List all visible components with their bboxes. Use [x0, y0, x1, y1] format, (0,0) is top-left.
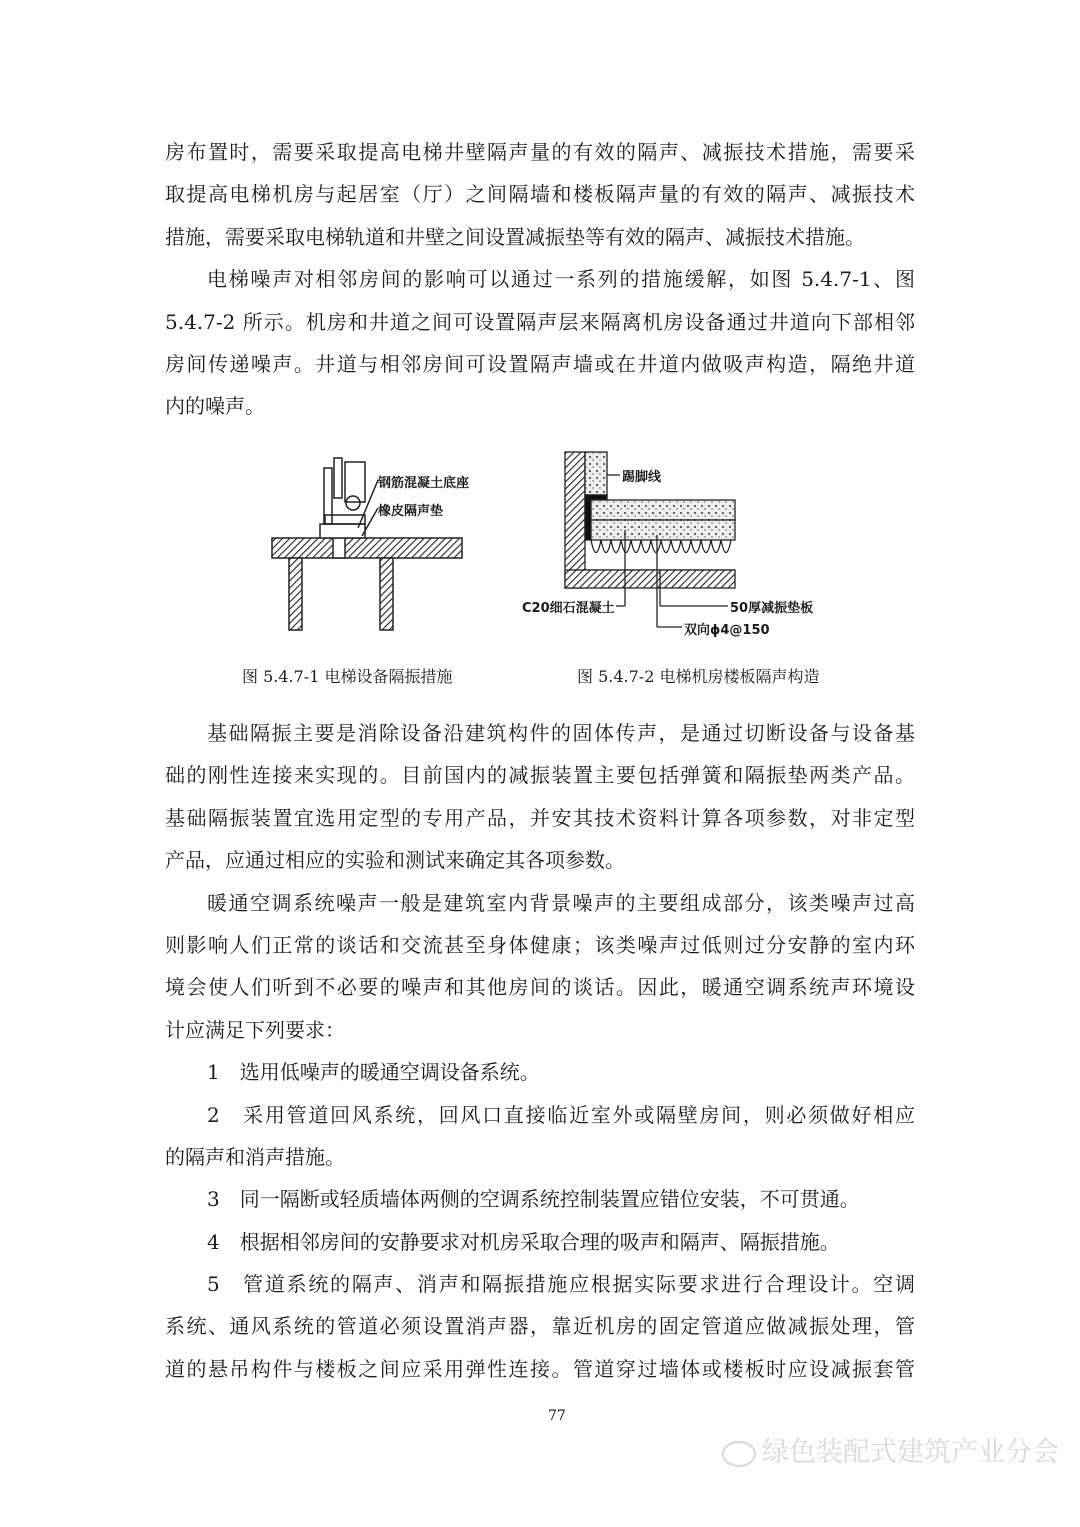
label-rc-base: 钢筋混凝土底座: [378, 476, 470, 491]
label-rubber-pad: 橡皮隔声垫: [378, 504, 444, 519]
text-line: 境会使人们听到不必要的噪声和其他房间的谈话。因此，暖通空调系统声环境设: [165, 975, 915, 1000]
text-line: 取提高电梯机房与起居室（厅）之间隔墙和楼板隔声量的有效的隔声、减振技术: [165, 182, 915, 207]
label-c20-concrete: C20细石混凝土: [522, 601, 615, 616]
label-damping-board: 50厚减振垫板: [730, 601, 814, 616]
text-line: 暖通空调系统噪声一般是建筑室内背景噪声的主要组成部分，该类噪声过高: [207, 890, 915, 915]
text-line: 道的悬吊构件与楼板之间应采用弹性连接。管道穿过墙体或楼板时应设减振套管: [165, 1356, 915, 1381]
watermark: [722, 1430, 1059, 1469]
text-line: 房间传递噪声。井道与相邻房间可设置隔声墙或在井道内做吸声构造，隔绝井道: [165, 351, 915, 376]
text-line: 措施，需要采取电梯轨道和井壁之间设置减振垫等有效的隔声、减振技术措施。: [165, 224, 865, 249]
text-line: 则影响人们正常的谈话和交流甚至身体健康；该类噪声过低则过分安静的室内环: [165, 932, 915, 957]
figure-elevator-vibration-isolation: [0, 0, 1080, 700]
figure-caption-1: 图 5.4.7-1 电梯设备隔振措施: [242, 667, 453, 686]
text-line: 基础隔振主要是消除设备沿建筑构件的固体传声，是通过切断设备与设备基: [207, 721, 915, 745]
list-item: 2 采用管道回风系统，回风口直接临近室外或隔壁房间，则必须做好相应: [207, 1102, 915, 1127]
list-item: 3 同一隔断或轻质墙体两侧的空调系统控制装置应错位安装，不可贯通。: [207, 1187, 860, 1212]
text-line: 产品，应通过相应的实验和测试来确定其各项参数。: [165, 848, 625, 873]
text-line: 础的刚性连接来实现的。目前国内的减振装置主要包括弹簧和隔振垫两类产品。: [165, 763, 915, 788]
wechat-icon: [722, 1441, 756, 1467]
text-line: 电梯噪声对相邻房间的影响可以通过一系列的措施缓解，如图 5.4.7-1、图: [207, 267, 915, 292]
label-skirting: 踢脚线: [622, 470, 662, 485]
watermark-text: 绿色装配式建筑产业分会: [762, 1437, 1059, 1468]
figure-caption-2: 图 5.4.7-2 电梯机房楼板隔声构造: [577, 667, 820, 686]
body-text-bottom: [165, 712, 915, 1390]
label-rebar: 双向ϕ4@150: [684, 623, 770, 638]
list-item: 1 选用低噪声的暖通空调设备系统。: [207, 1060, 540, 1085]
list-item: 5 管道系统的隔声、消声和隔振措施应根据实际要求进行合理设计。空调: [207, 1272, 915, 1297]
text-line: 基础隔振装置宜选用定型的专用产品，并安其技术资料计算各项参数，对非定型: [165, 805, 915, 830]
text-line: 房布置时，需要采取提高电梯井壁隔声量的有效的隔声、减振技术措施，需要采: [165, 140, 915, 164]
text-line: 的隔声和消声措施。: [165, 1144, 345, 1169]
text-line: 计应满足下列要求：: [165, 1017, 345, 1042]
text-line: 5.4.7-2 所示。机房和井道之间可设置隔声层来隔离机房设备通过井道向下部相邻: [165, 309, 915, 334]
text-line: 系统、通风系统的管道必须设置消声器，靠近机房的固定管道应做减振处理，管: [165, 1314, 915, 1339]
text-line: 内的噪声。: [165, 394, 265, 419]
list-item: 4 根据相邻房间的安静要求对机房采取合理的吸声和隔声、隔振措施。: [207, 1229, 840, 1254]
page-number: 77: [548, 1408, 566, 1424]
